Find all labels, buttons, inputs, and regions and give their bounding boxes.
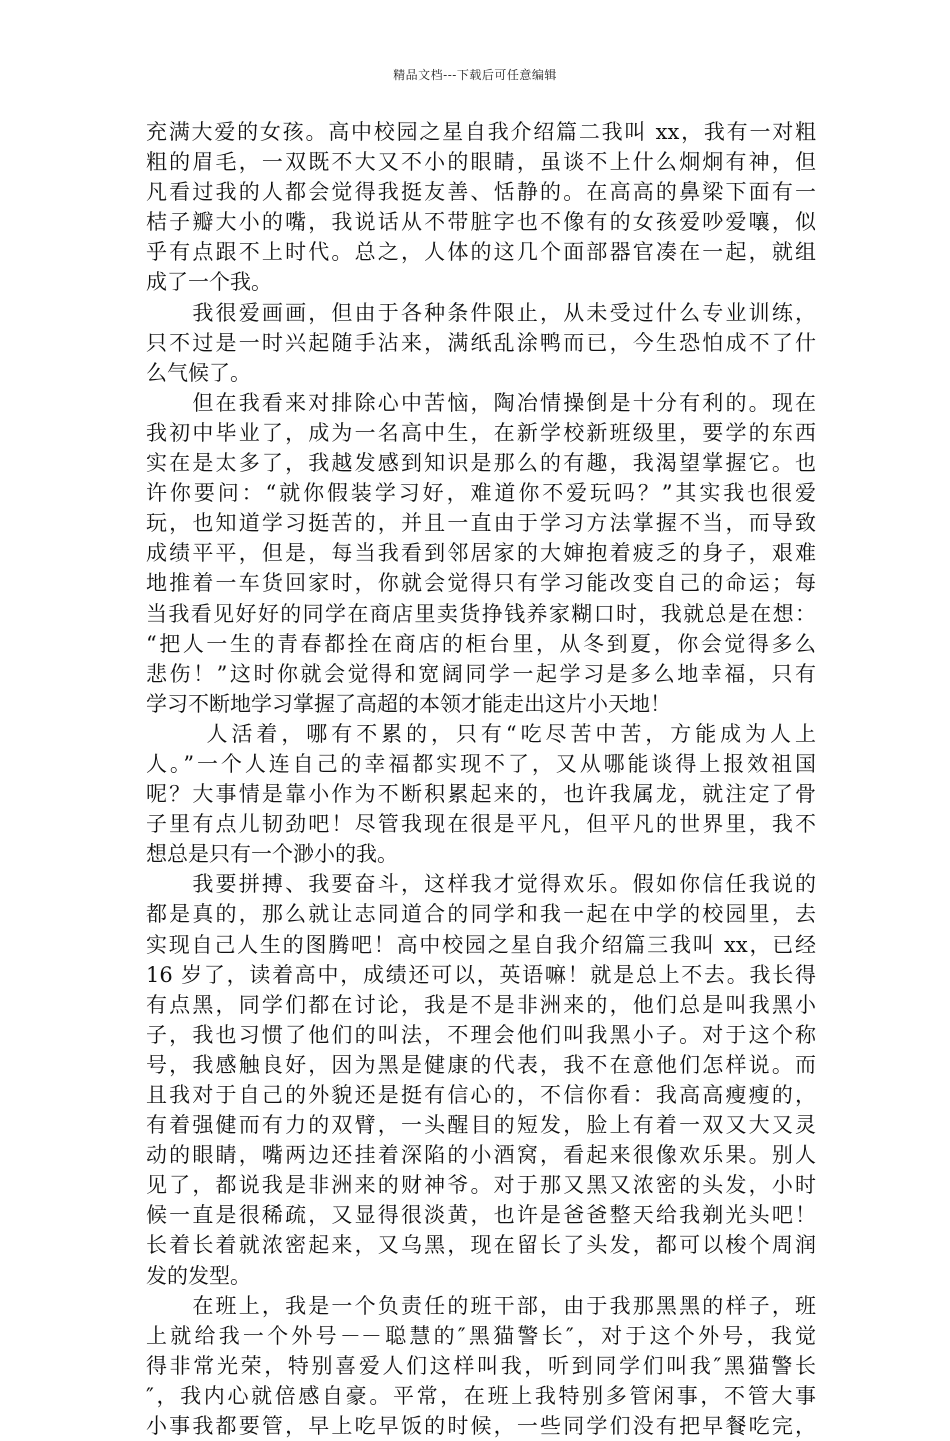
text-line: 我初中毕业了，成为一名高中生，在新学校新班级里，要学的东西 [146,420,816,445]
text-line: 学习不断地学习掌握了高超的本领才能走出这片小天地！ [146,691,671,716]
text-line: 有点黑，同学们都在讨论，我是不是非洲来的，他们总是叫我黑小 [146,992,816,1017]
text-line: ″，我内心就倍感自豪。平常，在班上我特别多管闲事，不管大事 [146,1383,816,1408]
text-line: 有着强健而有力的双臂，一头醒目的短发，脸上有着一双又大又灵 [146,1113,816,1138]
text-line: 想总是只有一个渺小的我。 [146,842,398,867]
paragraph [146,388,816,719]
text-line: 充满大爱的女孩。高中校园之星自我介绍篇二我叫 xx，我有一对粗 [146,120,816,144]
text-line: 见了，都说我是非洲来的财神爷。对于那又黑又浓密的头发，小时 [146,1173,816,1198]
text-line: 发的发型。 [146,1263,251,1288]
paragraph [146,869,816,1290]
text-line: 动的眼睛，嘴两边还挂着深陷的小酒窝，看起来很像欢乐果。别人 [146,1143,816,1168]
text-line: 乎有点跟不上时代。总之，人体的这几个面部器官凑在一起，就组 [146,240,816,265]
text-line: 但在我看来对排除心中苦恼，陶冶情操倒是十分有利的。现在 [146,390,816,415]
text-line: 号，我感触良好，因为黑是健康的代表，我不在意他们怎样说。而 [146,1052,816,1077]
text-line: 实现自己人生的图腾吧！高中校园之星自我介绍篇三我叫 xx，已经 [146,932,816,957]
paragraph [146,298,816,388]
text-line: 小事我都要管，早上吃早饭的时候，一些同学们没有把早餐吃完， [146,1414,816,1439]
document-body [146,117,816,1441]
text-line: 么气候了。 [146,360,251,385]
text-line: 只不过是一时兴起随手沾来，满纸乱涂鸭而已，今生恐怕成不了什 [146,330,816,355]
text-line: 16 岁了，读着高中，成绩还可以，英语嘛！就是总上不去。我长得 [146,962,816,987]
text-line: 子，我也习惯了他们的叫法，不理会他们叫我黑小子。对于这个称 [146,1022,816,1047]
text-line: 粗的眉毛，一双既不大又不小的眼睛，虽谈不上什么炯炯有神，但 [146,150,816,175]
text-line: 成了一个我。 [146,270,272,295]
text-line: 许你要问：“就你假装学习好，难道你不爱玩吗？”其实我也很爱 [146,481,816,506]
text-line: 悲伤！”这时你就会觉得和宽阔同学一起学习是多么地幸福，只有 [146,661,816,686]
text-line: 呢？大事情是靠小作为不断积累起来的，也许我属龙，就注定了骨 [146,782,816,807]
text-line: 我要拼搏、我要奋斗，这样我才觉得欢乐。假如你信任我说的 [146,872,816,897]
text-line: 实在是太多了，我越发感到知识是那么的有趣，我渴望掌握它。也 [146,451,816,476]
paragraph [146,1291,816,1441]
text-line: 玩，也知道学习挺苦的，并且一直由于学习方法掌握不当，而导致 [146,511,816,536]
paragraph [146,117,816,298]
text-line: 人活着，哪有不累的，只有“吃尽苦中苦，方能成为人上 [146,721,816,746]
text-line: 子里有点儿韧劲吧！尽管我现在很是平凡，但平凡的世界里，我不 [146,812,816,837]
text-line: 且我对于自己的外貌还是挺有信心的，不信你看：我高高瘦瘦的， [146,1083,816,1107]
text-line: 在班上，我是一个负责任的班干部，由于我那黑黑的样子，班 [146,1293,816,1318]
text-line: 都是真的，那么就让志同道合的同学和我一起在中学的校园里，去 [146,902,816,927]
text-line: 桔子瓣大小的嘴，我说话从不带脏字也不像有的女孩爱吵爱嚷，似 [146,210,816,235]
text-line: 我很爱画画，但由于各种条件限止，从未受过什么专业训练， [146,300,816,325]
text-line: “把人一生的青春都拴在商店的柜台里，从冬到夏，你会觉得多么 [146,631,816,656]
text-line: 候一直是很稀疏，又显得很淡黄，也许是爸爸整天给我剃光头吧！ [146,1203,816,1228]
page-header: 精品文档---下载后可任意编辑 [393,68,557,82]
text-line: 人。”一个人连自己的幸福都实现不了，又从哪能谈得上报效祖国 [146,751,816,776]
text-line: 地推着一车货回家时，你就会觉得只有学习能改变自己的命运；每 [146,571,816,596]
text-line: 成绩平平，但是，每当我看到邻居家的大婶抱着疲乏的身子，艰难 [146,541,816,566]
text-line: 上就给我一个外号－－聪慧的″黑猫警长″，对于这个外号，我觉 [146,1323,816,1348]
text-line: 得非常光荣，特别喜爱人们这样叫我，听到同学们叫我″黑猫警长 [146,1353,816,1378]
text-line: 长着长着就浓密起来，又乌黑，现在留长了头发，都可以梭个周润 [146,1233,816,1258]
text-line: 凡看过我的人都会觉得我挺友善、恬静的。在高高的鼻梁下面有一 [146,180,816,205]
paragraph [146,719,816,869]
text-line: 当我看见好好的同学在商店里卖货挣钱养家糊口时，我就总是在想： [146,601,816,626]
